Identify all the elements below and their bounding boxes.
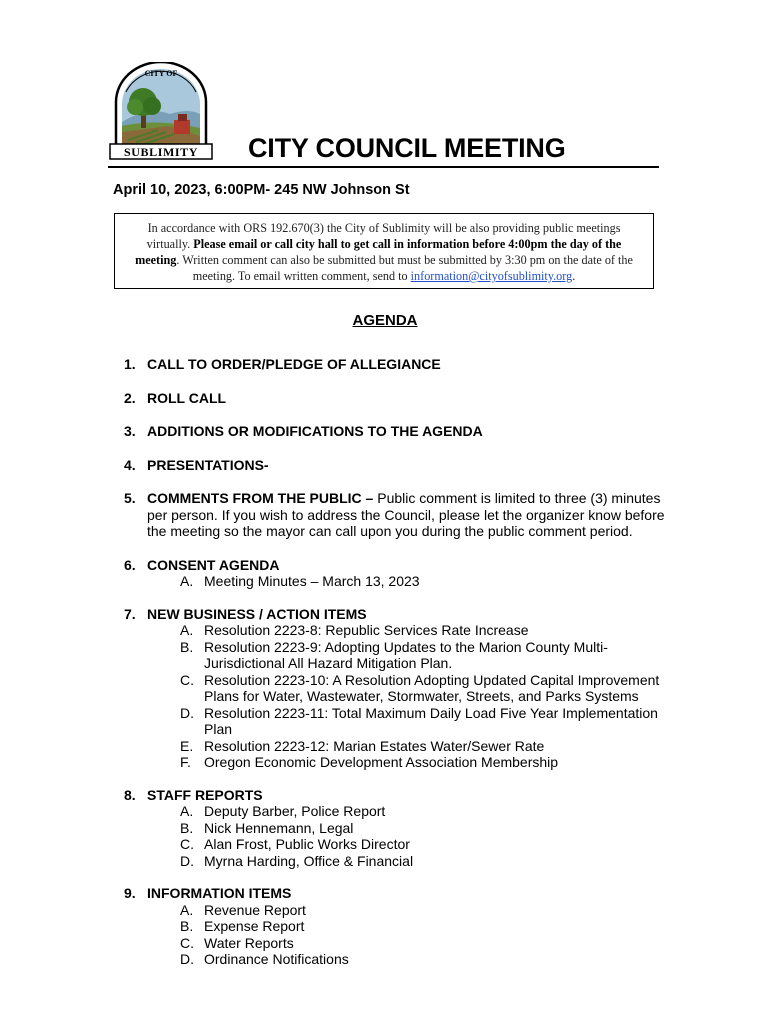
agenda-subitem bbox=[180, 951, 669, 968]
agenda-subitem bbox=[180, 754, 669, 771]
agenda-subitem-letter: B. bbox=[180, 638, 194, 655]
agenda-item bbox=[124, 885, 669, 968]
agenda-item-number: 7. bbox=[124, 605, 136, 622]
agenda-item bbox=[124, 423, 669, 440]
city-logo bbox=[108, 62, 214, 160]
notice-text: In accordance with ORS 192.670(3) the City of Sublimity will be also providing public meetings virtually. bbox=[146, 221, 621, 251]
agenda-subitem bbox=[180, 935, 669, 952]
agenda-item-heading: CONSENT AGENDA bbox=[147, 556, 280, 573]
agenda-item bbox=[124, 457, 669, 474]
agenda-subitem bbox=[180, 836, 669, 853]
agenda-subitem bbox=[180, 803, 669, 820]
agenda-item bbox=[124, 787, 669, 870]
agenda-subitem bbox=[180, 639, 669, 672]
agenda-item-number: 3. bbox=[124, 423, 136, 439]
agenda-subitem-letter: A. bbox=[180, 622, 194, 638]
agenda-item bbox=[124, 490, 669, 540]
agenda-item-heading: CALL TO ORDER/PLEDGE OF ALLEGIANCE bbox=[147, 356, 441, 372]
notice-text-3: . bbox=[572, 269, 576, 283]
agenda-subitem-text: Water Reports bbox=[204, 934, 294, 951]
agenda-item-heading: STAFF REPORTS bbox=[147, 786, 263, 803]
agenda-sublist bbox=[147, 622, 669, 771]
agenda-subitem-text: Myrna Harding, Office & Financial bbox=[204, 852, 414, 869]
agenda-item-heading: PRESENTATIONS- bbox=[147, 456, 269, 473]
logo-name-text: SUBLIMITY bbox=[123, 145, 199, 159]
agenda-subitem-letter: C. bbox=[180, 934, 194, 951]
agenda-subitem-letter: A. bbox=[180, 901, 194, 918]
agenda-item-heading: ROLL CALL bbox=[147, 389, 227, 406]
agenda-subitem bbox=[180, 622, 669, 639]
agenda-subitem-text: Revenue Report bbox=[204, 901, 306, 918]
agenda-subitem bbox=[180, 918, 669, 935]
agenda-subitem-text: Ordinance Notifications bbox=[204, 951, 349, 967]
agenda-subitem-text: Meeting Minutes – March 13, 2023 bbox=[204, 573, 420, 589]
agenda-item-number: 2. bbox=[124, 389, 136, 406]
agenda-subitem bbox=[180, 820, 669, 837]
agenda-item-number: 6. bbox=[124, 556, 136, 573]
agenda-subitem-letter: E. bbox=[180, 737, 194, 754]
virtual-meeting-notice bbox=[114, 213, 654, 289]
agenda-subitem-text: Resolution 2223-9: Adopting Updates to the Marion County Multi-Jurisdictional All Hazard Mitigation Plan. bbox=[204, 638, 608, 671]
agenda-subitem-text: Resolution 2223-12: Marian Estates Water/Sewer Rate bbox=[204, 737, 545, 754]
page-title: CITY COUNCIL MEETING bbox=[248, 133, 566, 163]
agenda-subitem-letter: A. bbox=[180, 803, 194, 819]
agenda-sublist bbox=[147, 803, 669, 869]
notice-text-2: . Written comment can also be submitted but must be submitted by 3:30 pm on the date of the meeting. To email written comment, send to bbox=[176, 253, 633, 283]
agenda-item-heading: ADDITIONS OR MODIFICATIONS TO THE AGENDA bbox=[147, 423, 483, 439]
agenda-subitem bbox=[180, 853, 669, 870]
agenda-subitem-letter: F. bbox=[180, 754, 191, 770]
meeting-dateline: April 10, 2023, 6:00PM- 245 NW Johnson St bbox=[113, 182, 410, 198]
agenda-list bbox=[124, 356, 669, 968]
agenda-sublist bbox=[147, 902, 669, 968]
agenda-subitem-letter: D. bbox=[180, 704, 194, 721]
agenda-subitem-letter: C. bbox=[180, 836, 194, 852]
agenda-subitem-text: Resolution 2223-8: Republic Services Rate Increase bbox=[204, 622, 529, 638]
agenda-item bbox=[124, 356, 669, 373]
agenda-subitem bbox=[180, 705, 669, 738]
agenda-subitem-text: Expense Report bbox=[204, 918, 305, 934]
agenda-subitem-letter: C. bbox=[180, 671, 194, 688]
agenda-item-heading: COMMENTS FROM THE PUBLIC – bbox=[147, 490, 374, 506]
agenda-item-number: 4. bbox=[124, 456, 136, 473]
email-link[interactable]: information@cityofsublimity.org bbox=[410, 269, 573, 283]
agenda-subitem-letter: A. bbox=[180, 573, 194, 589]
agenda-item bbox=[124, 606, 669, 771]
agenda-subitem-text: Deputy Barber, Police Report bbox=[204, 803, 386, 819]
agenda-subitem-letter: D. bbox=[180, 951, 194, 967]
agenda-sublist bbox=[147, 573, 669, 590]
agenda-subitem-text: Resolution 2223-10: A Resolution Adopting Updated Capital Improvement Plans for Water, Wastewater, Stormwater, Streets, and Parks Systems bbox=[204, 671, 660, 704]
agenda-subitem-letter: B. bbox=[180, 819, 194, 836]
agenda-subitem-text: Nick Hennemann, Legal bbox=[204, 819, 354, 836]
agenda-subitem-text: Oregon Economic Development Association Membership bbox=[204, 754, 559, 770]
agenda-subitem-letter: B. bbox=[180, 918, 194, 934]
agenda-item-number: 9. bbox=[124, 885, 136, 901]
title-rule bbox=[108, 166, 659, 168]
agenda-item bbox=[124, 557, 669, 590]
agenda-subitem-letter: D. bbox=[180, 852, 194, 869]
agenda-subitem bbox=[180, 902, 669, 919]
agenda-subitem-text: Alan Frost, Public Works Director bbox=[204, 836, 410, 852]
agenda-item bbox=[124, 390, 669, 407]
agenda-item-number: 5. bbox=[124, 490, 136, 506]
agenda-item-number: 8. bbox=[124, 786, 136, 803]
agenda-item-heading: INFORMATION ITEMS bbox=[147, 885, 292, 901]
agenda-item-heading: NEW BUSINESS / ACTION ITEMS bbox=[147, 605, 367, 622]
agenda-subitem bbox=[180, 573, 669, 590]
agenda-heading: AGENDA bbox=[352, 312, 418, 329]
agenda-subitem-text: Resolution 2223-11: Total Maximum Daily Load Five Year Implementation Plan bbox=[204, 704, 658, 737]
agenda-item-body: Public comment is limited to three (3) minutes per person. If you wish to address the Council, please let the organizer know before the meeting so the mayor can call upon you during the public comment period. bbox=[147, 490, 665, 539]
agenda-subitem bbox=[180, 672, 669, 705]
agenda-subitem bbox=[180, 738, 669, 755]
agenda-item-number: 1. bbox=[124, 356, 136, 372]
logo-top-text: CITY OF bbox=[144, 69, 178, 78]
notice-bold-text: Please email or call city hall to get call in information before 4:00pm the day of the meeting bbox=[135, 237, 622, 267]
